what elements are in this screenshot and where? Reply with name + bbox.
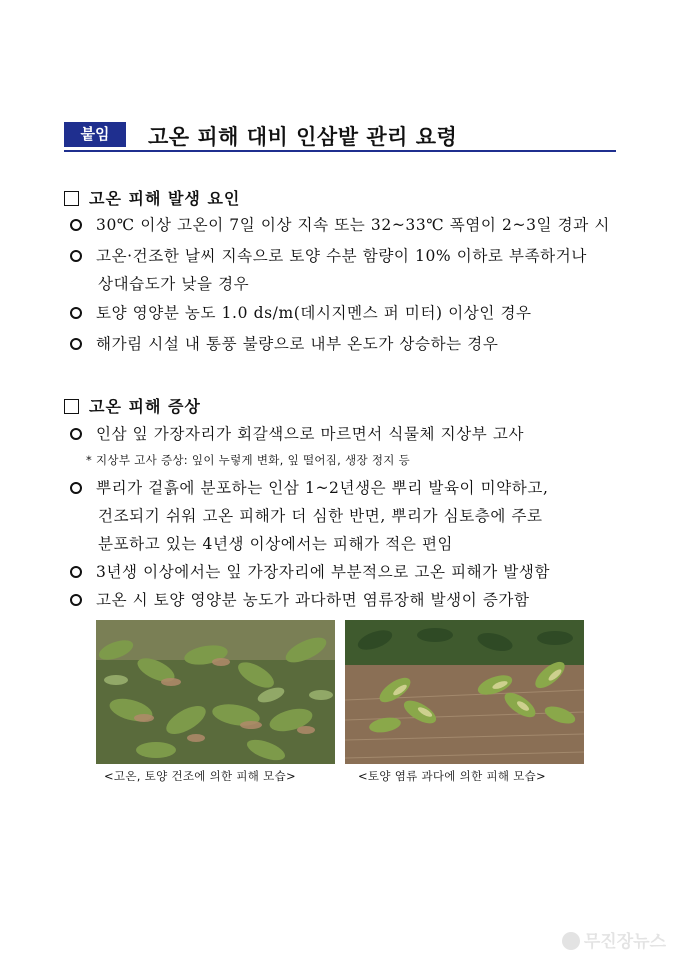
circle-bullet-icon (70, 250, 82, 262)
item-text: 고온·건조한 날씨 지속으로 토양 수분 함량이 10% 이하로 부족하거나 (96, 247, 587, 265)
list-item (70, 299, 620, 327)
list-item (70, 211, 620, 239)
list-item (70, 420, 620, 448)
circle-bullet-icon (70, 566, 82, 578)
photo-caption-right: <토양 염류 과다에 의한 피해 모습> (358, 769, 546, 783)
photo-heat-drought-damage (96, 620, 335, 764)
circle-bullet-icon (70, 307, 82, 319)
photo-soil-salinity-damage (345, 620, 584, 764)
circle-bullet-icon (70, 338, 82, 350)
section1-heading (64, 186, 240, 209)
attachment-badge: 붙임 (64, 122, 126, 147)
item-text: 해가림 시설 내 통풍 불량으로 내부 온도가 상승하는 경우 (96, 335, 499, 353)
section2-heading-text: 고온 피해 증상 (89, 397, 201, 416)
section1-heading-text: 고온 피해 발생 요인 (89, 189, 241, 208)
checkbox-square-icon (64, 191, 79, 206)
footnote: * 지상부 고사 증상: 잎이 누렇게 변화, 잎 떨어짐, 생장 정지 등 (86, 453, 411, 467)
circle-bullet-icon (70, 594, 82, 606)
item-text-continued: 건조되기 쉬워 고온 피해가 더 심한 반면, 뿌리가 심토층에 주로 (98, 507, 543, 525)
title-row (64, 122, 616, 150)
title-underline (64, 150, 616, 152)
item-text-continued: 상대습도가 낮을 경우 (98, 275, 250, 293)
list-item (70, 330, 620, 358)
item-text: 30℃ 이상 고온이 7일 이상 지속 또는 32~33℃ 폭염이 2~3일 경과 시 (96, 216, 610, 234)
list-item (70, 242, 620, 298)
checkbox-square-icon (64, 399, 79, 414)
photo-caption-left: <고온, 토양 건조에 의한 피해 모습> (104, 769, 296, 783)
item-text-continued: 분포하고 있는 4년생 이상에서는 피해가 적은 편임 (98, 535, 454, 553)
circle-bullet-icon (70, 219, 82, 231)
item-text: 고온 시 토양 영양분 농도가 과다하면 염류장해 발생이 증가함 (96, 591, 530, 609)
circle-bullet-icon (70, 428, 82, 440)
item-text: 뿌리가 겉흙에 분포하는 인삼 1~2년생은 뿌리 발육이 미약하고, (96, 479, 549, 497)
watermark-text: 무진장뉴스 (583, 932, 666, 952)
item-text: 3년생 이상에서는 잎 가장자리에 부분적으로 고온 피해가 발생함 (96, 563, 551, 581)
item-text: 인삼 잎 가장자리가 회갈색으로 마르면서 식물체 지상부 고사 (96, 425, 525, 443)
circle-bullet-icon (70, 482, 82, 494)
section2-heading (64, 394, 201, 417)
list-item (70, 586, 620, 614)
item-text: 토양 영양분 농도 1.0 ds/m(데시지멘스 퍼 미터) 이상인 경우 (96, 304, 532, 322)
list-item (70, 558, 620, 586)
watermark (562, 927, 666, 952)
list-item (70, 474, 620, 558)
watermark-logo-icon (562, 932, 580, 950)
page-title: 고온 피해 대비 인삼밭 관리 요령 (148, 125, 458, 149)
